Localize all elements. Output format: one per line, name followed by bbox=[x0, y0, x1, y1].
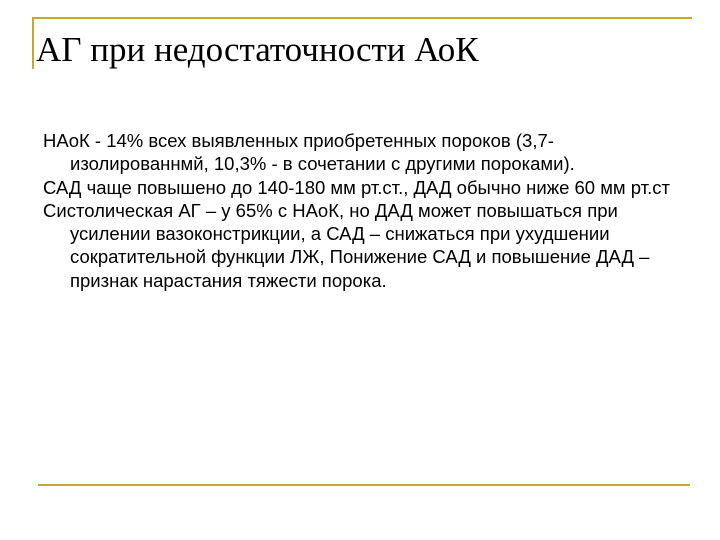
body-paragraph-nak-prevalence: НАоК - 14% всех выявленных приобретенных пороков (3,7- изолированнмй, 10,3% - в сочетании с другими пороками). bbox=[43, 130, 575, 175]
title-left-rule bbox=[32, 17, 34, 69]
body-paragraph-blood-pressure: САД чаще повышено до 140-180 мм рт.ст., ДАД обычно ниже 60 мм рт.ст bbox=[43, 176, 670, 198]
slide-title: АГ при недостаточности АоК bbox=[36, 30, 479, 69]
slide-body bbox=[43, 129, 683, 292]
footer-rule bbox=[38, 484, 690, 486]
title-top-rule bbox=[32, 17, 692, 19]
body-paragraph-systolic-ag: Систолическая АГ – у 65% с НАоК, но ДАД может повышаться при усилении вазоконстрикции, а САД – снижаться при ухудшении сократительной функции ЛЖ, Понижение САД и повышение ДАД – признак нарастания тяжести порока. bbox=[43, 199, 650, 291]
